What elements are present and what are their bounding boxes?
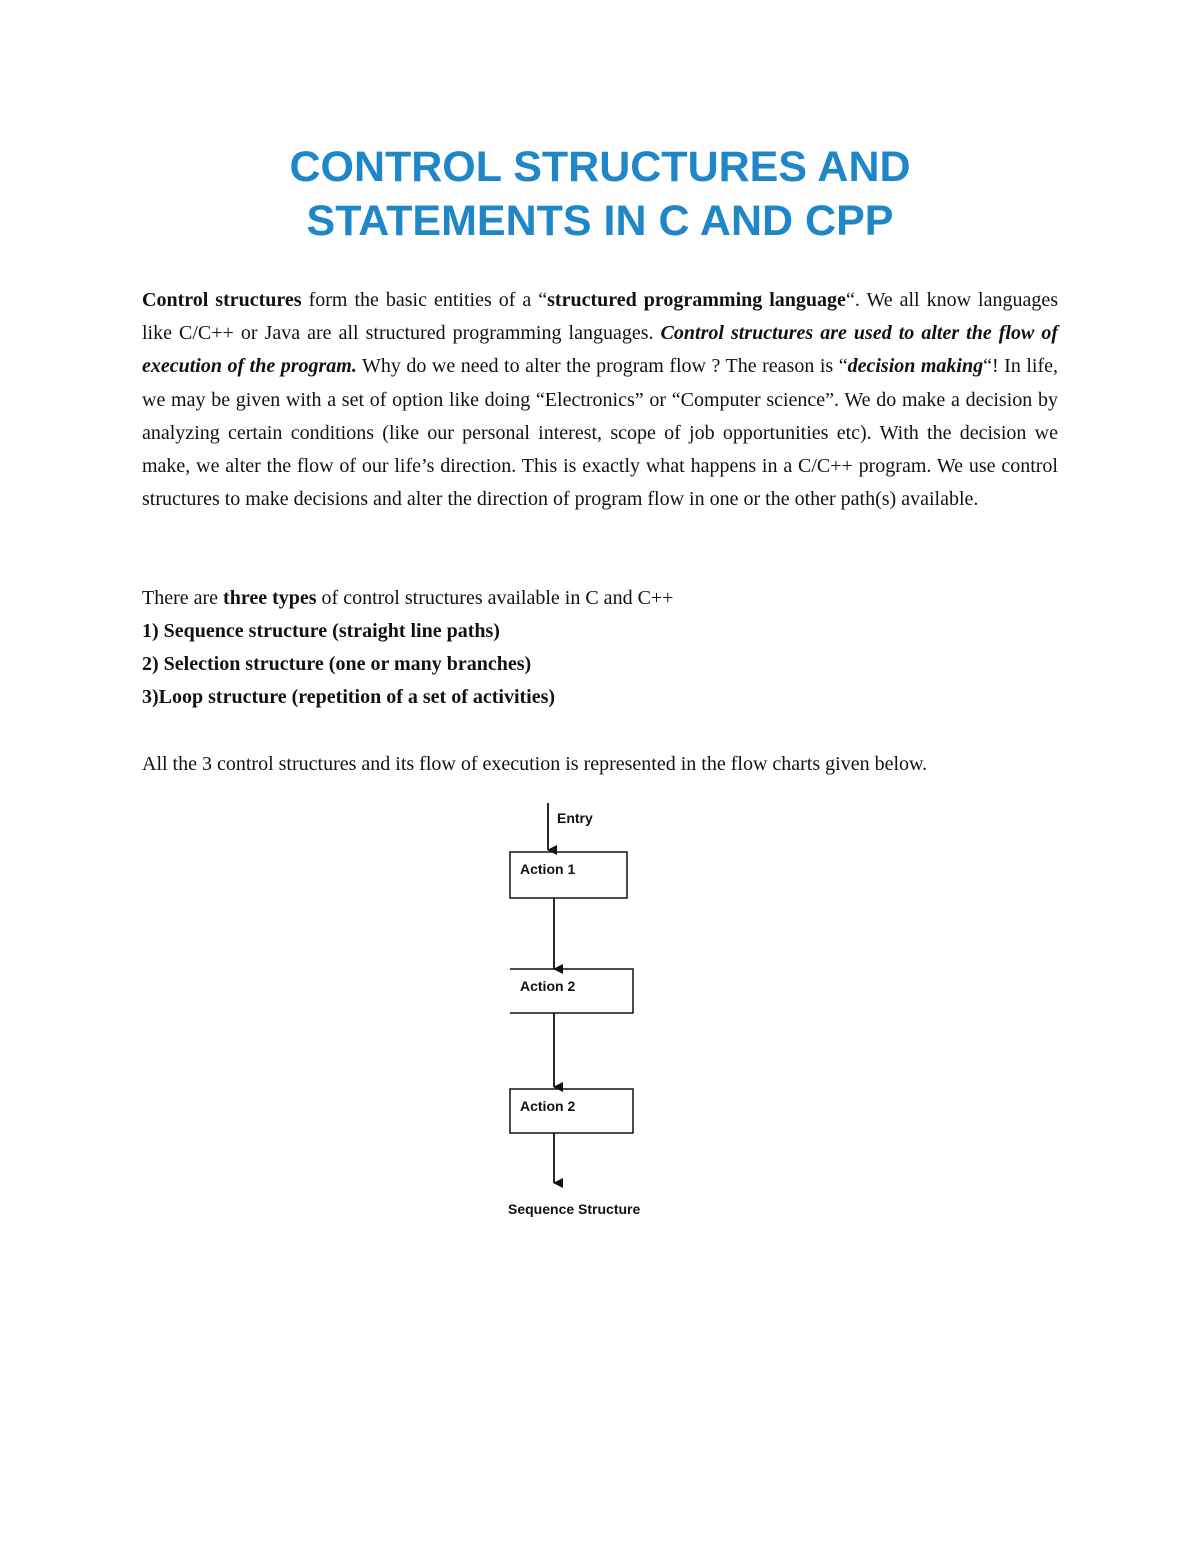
type-item-3: 3)Loop structure (repetition of a set of activities) bbox=[142, 686, 556, 708]
intro-bold-italic-2: decision making bbox=[847, 355, 984, 378]
action-3-label: Action 2 bbox=[520, 1098, 576, 1114]
intro-text-2: “. We all know languages like C/C++ or Java are all structured programming languages. bbox=[142, 289, 1058, 345]
types-pre: There are bbox=[142, 587, 224, 609]
types-bold: three types bbox=[223, 587, 317, 609]
entry-label: Entry bbox=[557, 810, 593, 826]
intro-text-1: form the basic entities of a “ bbox=[301, 289, 548, 311]
intro-bold-1: Control structures bbox=[142, 289, 302, 311]
intro-text-3: Why do we need to alter the program flow ? The reason is “ bbox=[356, 355, 848, 378]
intro-bold-2: structured programming language bbox=[547, 289, 846, 311]
action-1-label: Action 1 bbox=[520, 861, 576, 877]
intro-bold-italic-1: Control structures are used to alter the flow of execution of the program. bbox=[142, 322, 1059, 378]
intro-text-4: “! In life, we may be given with a set of option like doing “Electronics” or “Computer science”. We do make a decision by analyzing certain conditions (like our personal interest, scope of job opportunities etc). With the decision we make, we alter the flow of our life’s direction. This is exactly what happens in a C/C++ program. We use control structures to make decisions and alter the direction of program flow in one or the other path(s) available. bbox=[142, 355, 1058, 511]
flowchart-caption: Sequence Structure bbox=[508, 1201, 641, 1217]
title-line-1: CONTROL STRUCTURES AND bbox=[289, 143, 911, 191]
types-post: of control structures available in C and C++ bbox=[316, 587, 674, 609]
type-item-2: 2) Selection structure (one or many branches) bbox=[142, 653, 532, 675]
type-item-1: 1) Sequence structure (straight line paths) bbox=[142, 620, 500, 642]
action-2-label: Action 2 bbox=[520, 978, 576, 994]
title-line-2: STATEMENTS IN C AND CPP bbox=[306, 197, 894, 245]
summary-text: All the 3 control structures and its flow of execution is represented in the flow charts given below. bbox=[142, 753, 928, 775]
